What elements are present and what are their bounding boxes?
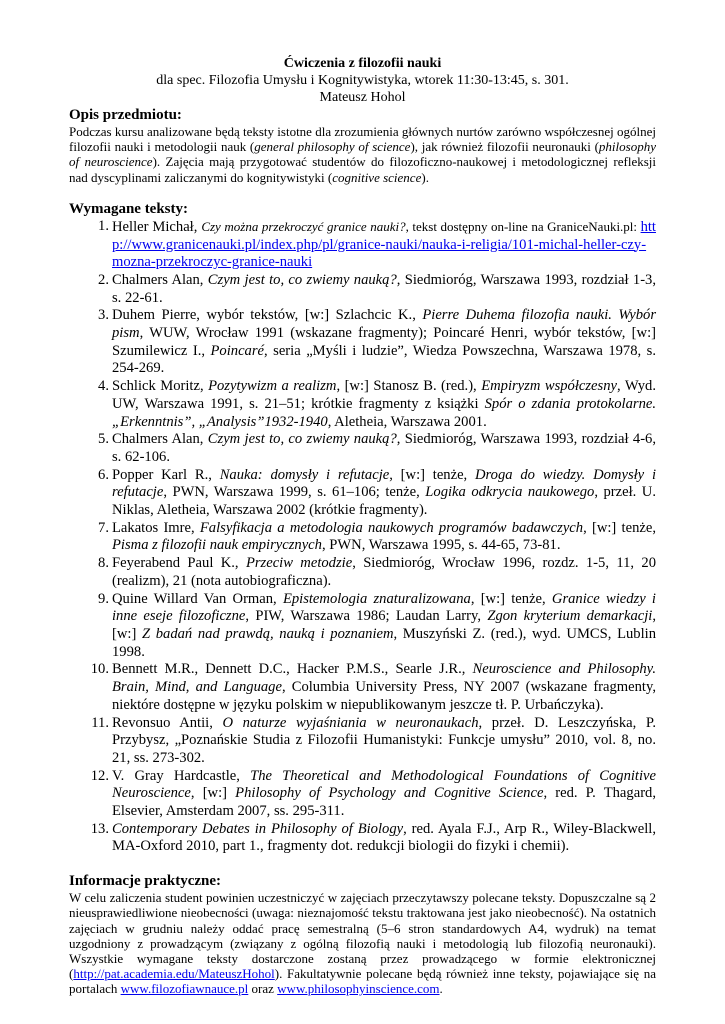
list-item: 9. Quine Willard Van Orman, Epistemologia znaturalizowana, [w:] tenże, Granice wiedzy i inne eseje filozoficzne, PIW, Warszawa 1986; Laudan Larry, Zgon kryterium demarkacji, [w:] Z badań nad prawdą, nauką i poznaniem, Muszyński Z. (red.), wyd. UMCS, Lublin 1998. (98, 590, 656, 660)
academia-link[interactable]: http://pat.academia.edu/MateuszHohol (73, 966, 275, 982)
list-item: 5. Chalmers Alan, Czym jest to, co zwiemy nauką?, Siedmioróg, Warszawa 1993, rozdział 4-6, s. 62-106. (98, 431, 657, 465)
author-name: Mateusz Hohol (319, 90, 406, 105)
list-item: 1. Heller Michał, Czy można przekroczyć granice nauki?, tekst dostępny on-line na GraniceNauki.pl: http://www.granicenauki.pl/index.php/pl/granice-nauki/nauka-i-religia/101-michal-heller-czy-mozna-przekroczyc-granice-nauki (98, 217, 656, 271)
readings-list (69, 218, 656, 856)
list-item: 12. V. Gray Hardcastle, The Theoretical and Methodological Foundations of Cognitive Neuroscience, [w:] Philosophy of Psychology and Cognitive Science, red. P. Thagard, Elsevier, Amsterdam 2007, ss. 295-311. (90, 767, 656, 820)
list-item: 3. Duhem Pierre, wybór tekstów, [w:] Szlachcic K., Pierre Duhema filozofia nauki. Wybór pism, WUW, Wrocław 1991 (wskazane fragmenty); Poincaré Henri, wybór tekstów, [w:] Szumilewicz I., Poincaré, seria „Myśli i ludzie”, Wiedza Powszechna, Warszawa 1978, s. 254-269. (98, 307, 656, 377)
course-subtitle: dla spec. Filozofia Umysłu i Kognitywistyka, wtorek 11:30-13:45, s. 301. (156, 73, 569, 88)
list-item: 11. Revonsuo Antii, O naturze wyjaśniania w neuronaukach, przeł. D. Leszczyńska, P. Przybysz, „Poznańskie Studia z Filozofii Humanistyki: Funkcje umysłu” 2010, vol. 8, no. 21, ss. 273-302. (91, 714, 657, 766)
page-title: Ćwiczenia z filozofii nauki (283, 56, 442, 71)
list-item: 4. Schlick Moritz, Pozytywizm a realizm, [w:] Stanosz B. (red.), Empiryzm współczesny, Wyd. UW, Warszawa 1991, s. 21–51; krótkie fragmenty z książki Spór o zdania protokolarne. „Erkenntnis”, „Analysis”1932-1940, Aletheia, Warszawa 2001. (98, 378, 656, 430)
list-item: 10. Bennett M.R., Dennett D.C., Hacker P.M.S., Searle J.R., Neuroscience and Philosophy. Brain, Mind, and Language, Columbia University Press, NY 2007 (wskazane fragmenty, niektóre dostępne w języku polskim w niepublikowanym jeszcze tł. P. Urbańczyka). (90, 661, 656, 713)
syllabus-page (69, 56, 656, 997)
readings-heading: Wymagane teksty: (69, 200, 189, 217)
list-item: 13. Contemporary Debates in Philosophy of Biology, red. Ayala F.J., Arp R., Wiley-Blackwell, MA-Oxford 2010, part 1., fragmenty dot. redukcji biologii do fizyki i chemii). (90, 820, 656, 855)
filozofiawnauce-link[interactable]: www.filozofiawnauce.pl (120, 981, 249, 997)
philosophyinscience-link[interactable]: www.philosophyinscience.com (277, 981, 440, 997)
description-paragraph: Podczas kursu analizowane będą teksty istotne dla zrozumienia głównych nurtów zarówno współczesnej ogólnej filozofii nauki i metodologii nauk (general philosophy of science), jak również filozofii neuronauki (philosophy of neuroscience). Zajęcia mają przygotować studentów do filozoficzno-naukowej i metodologicznej refleksji nad dyscyplinami zaliczanymi do kognitywistyki (cognitive science). (69, 124, 656, 185)
practical-heading: Informacje praktyczne: (69, 873, 222, 890)
description-heading: Opis przedmiotu: (69, 107, 182, 123)
list-item: 2. Chalmers Alan, Czym jest to, co zwiemy nauką?, Siedmioróg, Warszawa 1993, rozdział 1-3, s. 22-61. (98, 271, 657, 306)
practical-paragraph: W celu zaliczenia student powinien uczestniczyć w zajęciach przeczytawszy polecane teksty. Dopuszczalne są 2 nieusprawiedliwione nieobecności (uwaga: nieznajomość tekstu traktowana jest jako nieobecność). Na ostatnich zajęciach w grudniu należy oddać pracę semestralną (5–6 stron standardowych A4, wydruk) na temat uzgodniony z prowadzącym (związany z ogólną filozofią nauki i metodologią lub filozofią neuronauki). Wszystkie wymagane teksty dostarczone zostaną przez prowadzącego w formie elektronicznej (http://pat.academia.edu/MateuszHohol). Fakultatywnie polecane będą również inne teksty, pojawiające się na portalach www.filozofiawnauce.pl oraz www.philosophyinscience.com. (69, 890, 656, 997)
list-item: 7. Lakatos Imre, Falsyfikacja a metodologia naukowych programów badawczych, [w:] tenże, Pisma z filozofii nauk empirycznych, PWN, Warszawa 1995, s. 44-65, 73-81. (98, 519, 656, 554)
list-item: 8. Feyerabend Paul K., Przeciw metodzie, Siedmioróg, Wrocław 1996, rozdz. 1-5, 11, 20 (realizm), 21 (nota autobiograficzna). (98, 555, 656, 589)
list-item: 6. Popper Karl R., Nauka: domysły i refutacje, [w:] tenże, Droga do wiedzy. Domysły i refutacje, PWN, Warszawa 1999, s. 61–106; tenże, Logika odkrycia naukowego, przeł. U. Niklas, Aletheia, Warszawa 2002 (krótkie fragmenty). (98, 466, 656, 519)
granicenauki-link[interactable]: http://www.granicenauki.pl/index.php/pl/granice-nauki/nauka-i-religia/101-michal-heller-czy-mozna-przekroczyc-granice-nauki (112, 218, 656, 271)
